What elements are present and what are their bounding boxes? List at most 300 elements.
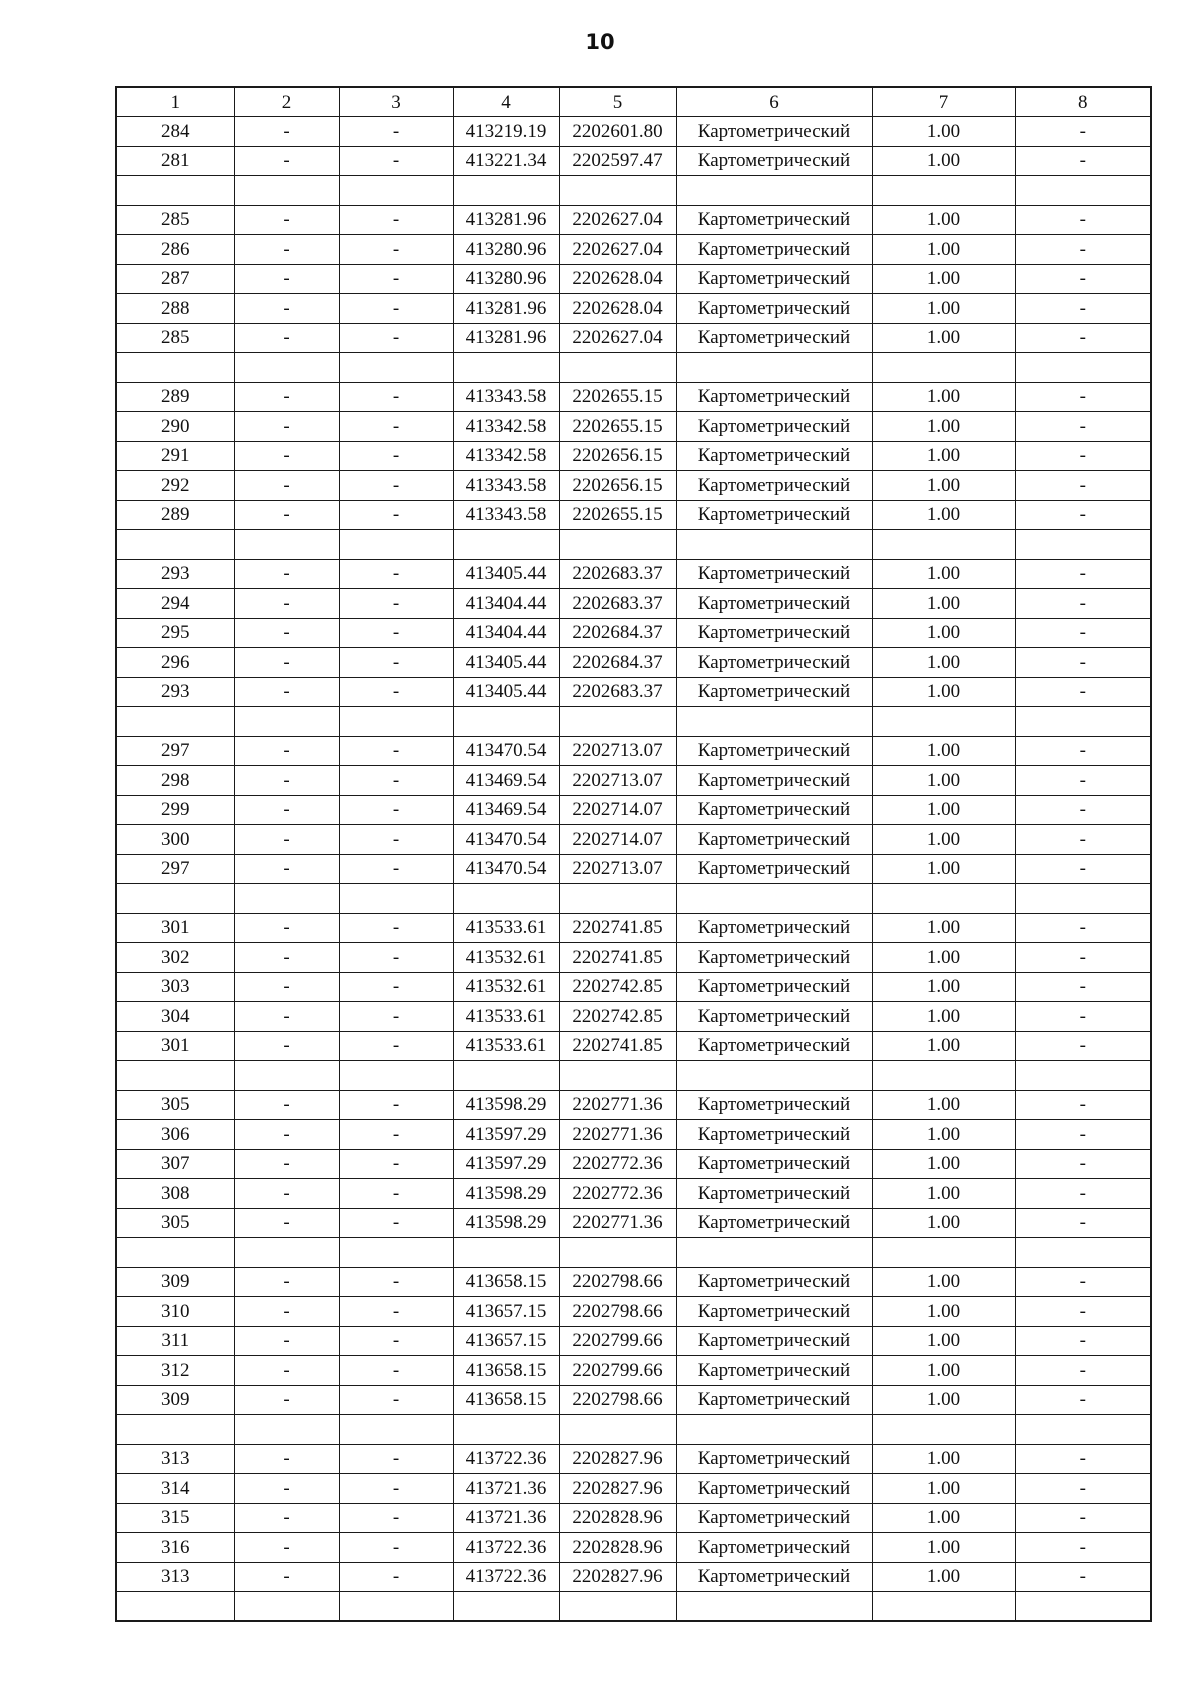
table-cell: - [1015, 441, 1151, 471]
table-cell [559, 1592, 676, 1622]
table-cell: 1.00 [872, 323, 1015, 353]
table-cell: - [234, 235, 339, 265]
table-cell: 1.00 [872, 1444, 1015, 1474]
table-cell [1015, 1592, 1151, 1622]
table-cell: 1.00 [872, 1474, 1015, 1504]
table-cell [1015, 1061, 1151, 1091]
table-row [116, 441, 1151, 471]
header-cell: 5 [559, 87, 676, 117]
table-cell: 285 [116, 323, 234, 353]
table-cell: 413470.54 [453, 854, 559, 884]
table-row [116, 1474, 1151, 1504]
table-cell: - [1015, 913, 1151, 943]
table-cell: - [1015, 500, 1151, 530]
table-cell [872, 1415, 1015, 1445]
table-cell: - [234, 1326, 339, 1356]
table-cell [453, 353, 559, 383]
table-cell: 2202683.37 [559, 589, 676, 619]
table-cell [1015, 1415, 1151, 1445]
table-row [116, 1267, 1151, 1297]
table-cell [676, 530, 872, 560]
table-cell: - [1015, 117, 1151, 147]
table-cell: 413722.36 [453, 1562, 559, 1592]
table-cell: - [1015, 205, 1151, 235]
table-cell: 1.00 [872, 648, 1015, 678]
table-row [116, 1090, 1151, 1120]
table-cell: 302 [116, 943, 234, 973]
table-cell [339, 884, 453, 914]
table-cell [559, 176, 676, 206]
table-cell: 1.00 [872, 1503, 1015, 1533]
table-cell: 413658.15 [453, 1385, 559, 1415]
table-cell [559, 1061, 676, 1091]
table-cell: 2202799.66 [559, 1356, 676, 1386]
table-row [116, 382, 1151, 412]
table-cell: - [339, 294, 453, 324]
table-cell: Картометрический [676, 795, 872, 825]
table-cell: Картометрический [676, 323, 872, 353]
table-cell: 1.00 [872, 235, 1015, 265]
table-cell: 304 [116, 1002, 234, 1032]
table-cell: 413598.29 [453, 1179, 559, 1209]
table-cell: 291 [116, 441, 234, 471]
table-cell: 2202741.85 [559, 943, 676, 973]
table-cell [453, 1061, 559, 1091]
table-cell: - [1015, 825, 1151, 855]
table-cell [116, 530, 234, 560]
table-cell: 2202627.04 [559, 235, 676, 265]
table-row [116, 353, 1151, 383]
table-row [116, 589, 1151, 619]
table-row [116, 412, 1151, 442]
table-cell: 2202684.37 [559, 648, 676, 678]
table-cell: 413470.54 [453, 736, 559, 766]
table-cell: - [339, 441, 453, 471]
table-cell: 2202713.07 [559, 854, 676, 884]
table-cell: - [234, 1385, 339, 1415]
table-cell [1015, 176, 1151, 206]
table-cell: 1.00 [872, 1385, 1015, 1415]
table-cell: Картометрический [676, 441, 872, 471]
table-cell: 2202828.96 [559, 1533, 676, 1563]
table-row [116, 559, 1151, 589]
table-cell: Картометрический [676, 736, 872, 766]
table-cell: - [339, 1267, 453, 1297]
table-cell: 1.00 [872, 117, 1015, 147]
table-cell: - [1015, 1002, 1151, 1032]
table-cell: - [234, 825, 339, 855]
table-cell: 2202827.96 [559, 1444, 676, 1474]
table-cell: 2202742.85 [559, 1002, 676, 1032]
table-cell: - [339, 1326, 453, 1356]
table-cell: 413281.96 [453, 323, 559, 353]
table-row [116, 500, 1151, 530]
table-cell: 1.00 [872, 1356, 1015, 1386]
table-cell [676, 353, 872, 383]
table-cell: 314 [116, 1474, 234, 1504]
table-cell: - [234, 471, 339, 501]
table-cell: - [234, 1503, 339, 1533]
table-cell: 2202655.15 [559, 412, 676, 442]
table-cell: Картометрический [676, 264, 872, 294]
table-cell: 1.00 [872, 1208, 1015, 1238]
table-cell: - [1015, 294, 1151, 324]
table-cell: 312 [116, 1356, 234, 1386]
table-cell [234, 1238, 339, 1268]
table-cell: Картометрический [676, 677, 872, 707]
table-cell: - [339, 205, 453, 235]
table-cell [559, 353, 676, 383]
table-cell: 413404.44 [453, 589, 559, 619]
table-cell [676, 176, 872, 206]
header-cell: 3 [339, 87, 453, 117]
table-cell: Картометрический [676, 1090, 872, 1120]
table-cell: - [1015, 1326, 1151, 1356]
table-cell: 413533.61 [453, 1031, 559, 1061]
table-cell: - [1015, 1503, 1151, 1533]
table-cell: - [1015, 1385, 1151, 1415]
table-row [116, 1533, 1151, 1563]
table-cell [234, 707, 339, 737]
table-cell: 1.00 [872, 412, 1015, 442]
header-cell: 2 [234, 87, 339, 117]
header-cell: 4 [453, 87, 559, 117]
table-cell: - [1015, 1120, 1151, 1150]
table-cell [559, 530, 676, 560]
table-row [116, 323, 1151, 353]
table-cell: 2202656.15 [559, 441, 676, 471]
table-cell: - [339, 264, 453, 294]
table-cell: Картометрический [676, 1031, 872, 1061]
table-row [116, 1002, 1151, 1032]
table-cell: - [339, 943, 453, 973]
table-cell [676, 1061, 872, 1091]
table-cell [676, 884, 872, 914]
table-cell: 305 [116, 1090, 234, 1120]
table-cell: - [234, 382, 339, 412]
table-cell: Картометрический [676, 1503, 872, 1533]
table-cell: 2202713.07 [559, 736, 676, 766]
table-cell: - [339, 1031, 453, 1061]
table-cell: Картометрический [676, 1179, 872, 1209]
header-cell: 7 [872, 87, 1015, 117]
table-cell: 2202798.66 [559, 1385, 676, 1415]
table-cell: 303 [116, 972, 234, 1002]
table-cell: 2202655.15 [559, 500, 676, 530]
table-cell [116, 353, 234, 383]
table-row [116, 1385, 1151, 1415]
table-row [116, 1238, 1151, 1268]
table-cell: - [339, 117, 453, 147]
table-cell: 296 [116, 648, 234, 678]
table-cell: - [234, 1444, 339, 1474]
table-cell: - [234, 1120, 339, 1150]
table-cell: - [339, 1503, 453, 1533]
table-row [116, 972, 1151, 1002]
table-cell: 308 [116, 1179, 234, 1209]
table-cell: 1.00 [872, 205, 1015, 235]
table-cell: Картометрический [676, 618, 872, 648]
table-cell: 413722.36 [453, 1444, 559, 1474]
table-row [116, 1503, 1151, 1533]
table-cell [872, 1061, 1015, 1091]
table-cell: 2202628.04 [559, 264, 676, 294]
table-cell: Картометрический [676, 1267, 872, 1297]
table-cell: - [1015, 795, 1151, 825]
table-cell: - [1015, 736, 1151, 766]
table-cell: 2202771.36 [559, 1120, 676, 1150]
table-cell: 294 [116, 589, 234, 619]
table-cell [453, 176, 559, 206]
table-cell: 313 [116, 1444, 234, 1474]
table-cell [234, 884, 339, 914]
table-cell: 301 [116, 1031, 234, 1061]
table-cell: 2202827.96 [559, 1474, 676, 1504]
page-number: 10 [585, 30, 615, 54]
table-cell [872, 530, 1015, 560]
table-cell: - [234, 1149, 339, 1179]
table-cell: Картометрический [676, 825, 872, 855]
table-cell: - [339, 589, 453, 619]
table-cell: - [339, 1120, 453, 1150]
table-cell: - [234, 294, 339, 324]
table-cell: - [339, 736, 453, 766]
table-cell: 413597.29 [453, 1149, 559, 1179]
table-cell: - [339, 1002, 453, 1032]
table-cell: - [339, 382, 453, 412]
table-cell [872, 707, 1015, 737]
table-cell: - [234, 441, 339, 471]
table-row [116, 264, 1151, 294]
table-cell: - [339, 1208, 453, 1238]
table-cell: 413405.44 [453, 677, 559, 707]
table-cell: - [1015, 1031, 1151, 1061]
table-cell [872, 884, 1015, 914]
table-cell: - [1015, 1533, 1151, 1563]
table-row [116, 1120, 1151, 1150]
table-row [116, 825, 1151, 855]
table-cell: - [1015, 1208, 1151, 1238]
table-cell: - [339, 766, 453, 796]
table-cell: Картометрический [676, 589, 872, 619]
table-cell: 298 [116, 766, 234, 796]
table-cell: - [1015, 1179, 1151, 1209]
table-cell: - [1015, 648, 1151, 678]
table-cell: - [234, 736, 339, 766]
header-cell: 6 [676, 87, 872, 117]
table-cell: 1.00 [872, 1297, 1015, 1327]
table-cell: 413405.44 [453, 648, 559, 678]
table-cell: - [234, 117, 339, 147]
table-cell [453, 1415, 559, 1445]
table-cell: 1.00 [872, 943, 1015, 973]
table-cell: - [339, 913, 453, 943]
table-cell: 2202597.47 [559, 146, 676, 176]
table-row [116, 795, 1151, 825]
table-cell: 413721.36 [453, 1474, 559, 1504]
table-cell: 413281.96 [453, 294, 559, 324]
table-cell: 2202798.66 [559, 1297, 676, 1327]
table-cell: - [234, 1090, 339, 1120]
table-cell: 313 [116, 1562, 234, 1592]
table-cell: 1.00 [872, 559, 1015, 589]
table-cell: - [1015, 146, 1151, 176]
table-cell: 1.00 [872, 1562, 1015, 1592]
table-cell: 1.00 [872, 441, 1015, 471]
table-cell [1015, 353, 1151, 383]
table-cell: - [234, 854, 339, 884]
table-cell: 1.00 [872, 1002, 1015, 1032]
table-cell: 1.00 [872, 618, 1015, 648]
table-cell [1015, 884, 1151, 914]
table-cell [234, 1592, 339, 1622]
table-cell: 413219.19 [453, 117, 559, 147]
table-cell: Картометрический [676, 1444, 872, 1474]
table-cell: 2202741.85 [559, 1031, 676, 1061]
table-cell: - [339, 1385, 453, 1415]
table-cell: 2202627.04 [559, 323, 676, 353]
table-cell: 413342.58 [453, 412, 559, 442]
table-cell: 285 [116, 205, 234, 235]
table-cell: - [1015, 1474, 1151, 1504]
table-cell: - [234, 205, 339, 235]
table-row [116, 1444, 1151, 1474]
table-cell: 413658.15 [453, 1356, 559, 1386]
table-cell: 1.00 [872, 382, 1015, 412]
table-cell: - [1015, 766, 1151, 796]
table-cell [339, 1238, 453, 1268]
table-cell: Картометрический [676, 1120, 872, 1150]
table-cell: 2202656.15 [559, 471, 676, 501]
table-cell: 2202772.36 [559, 1179, 676, 1209]
table-cell: 1.00 [872, 1031, 1015, 1061]
table-row [116, 913, 1151, 943]
table-cell: - [339, 825, 453, 855]
table-cell [453, 1592, 559, 1622]
table-cell: 1.00 [872, 1179, 1015, 1209]
header-row [116, 87, 1151, 117]
table-cell [234, 1415, 339, 1445]
table-cell: Картометрический [676, 1474, 872, 1504]
table-cell: - [339, 1149, 453, 1179]
table-row [116, 235, 1151, 265]
table-cell: 2202771.36 [559, 1090, 676, 1120]
table-row [116, 1179, 1151, 1209]
table-cell: 413532.61 [453, 972, 559, 1002]
table-cell: 301 [116, 913, 234, 943]
table-cell: 413280.96 [453, 264, 559, 294]
table-row [116, 1297, 1151, 1327]
table-cell: 2202714.07 [559, 825, 676, 855]
table-cell: - [234, 1002, 339, 1032]
table-cell: 2202655.15 [559, 382, 676, 412]
table-cell: 2202714.07 [559, 795, 676, 825]
table-cell: 1.00 [872, 589, 1015, 619]
table-cell: - [234, 1356, 339, 1386]
table-row [116, 530, 1151, 560]
table-cell: 2202772.36 [559, 1149, 676, 1179]
table-cell: - [339, 854, 453, 884]
table-cell: - [234, 1533, 339, 1563]
table-row [116, 707, 1151, 737]
table-cell: - [339, 235, 453, 265]
table-cell: - [1015, 589, 1151, 619]
table-row [116, 1356, 1151, 1386]
table-cell: 2202683.37 [559, 559, 676, 589]
table-cell: Картометрический [676, 471, 872, 501]
table-cell: 1.00 [872, 972, 1015, 1002]
table-cell: - [234, 1562, 339, 1592]
table-row [116, 471, 1151, 501]
table-cell [676, 707, 872, 737]
table-cell: 1.00 [872, 1533, 1015, 1563]
table-cell: 309 [116, 1267, 234, 1297]
table-cell [676, 1415, 872, 1445]
table-cell: - [339, 1562, 453, 1592]
table-cell: 413342.58 [453, 441, 559, 471]
table-cell: Картометрический [676, 648, 872, 678]
table-cell: Картометрический [676, 559, 872, 589]
table-cell: 311 [116, 1326, 234, 1356]
table-cell: - [1015, 412, 1151, 442]
table-cell: 2202683.37 [559, 677, 676, 707]
table-row [116, 618, 1151, 648]
table-cell: 2202798.66 [559, 1267, 676, 1297]
table-cell: 2202601.80 [559, 117, 676, 147]
table-cell: - [1015, 854, 1151, 884]
table-cell: 315 [116, 1503, 234, 1533]
table-cell: 413533.61 [453, 1002, 559, 1032]
table-cell: 1.00 [872, 1149, 1015, 1179]
table-cell [872, 176, 1015, 206]
table-cell: 297 [116, 736, 234, 766]
table-row [116, 766, 1151, 796]
table-cell: - [339, 795, 453, 825]
table-cell: 413597.29 [453, 1120, 559, 1150]
table-cell: Картометрический [676, 1385, 872, 1415]
table-cell: - [234, 677, 339, 707]
table-cell: 413658.15 [453, 1267, 559, 1297]
table-cell: - [1015, 264, 1151, 294]
table-cell: - [234, 766, 339, 796]
table-cell: 292 [116, 471, 234, 501]
table-cell [453, 1238, 559, 1268]
table-cell: 1.00 [872, 854, 1015, 884]
table-row [116, 677, 1151, 707]
table-cell [872, 353, 1015, 383]
table-cell: Картометрический [676, 1297, 872, 1327]
table-cell: 413657.15 [453, 1326, 559, 1356]
table-cell: 305 [116, 1208, 234, 1238]
table-cell: - [234, 323, 339, 353]
table-cell [559, 1238, 676, 1268]
table-cell [234, 176, 339, 206]
table-cell: Картометрический [676, 972, 872, 1002]
table-cell: Картометрический [676, 235, 872, 265]
table-row [116, 648, 1151, 678]
table-cell: 2202628.04 [559, 294, 676, 324]
table-cell: - [234, 913, 339, 943]
table-body [116, 117, 1151, 1622]
table-cell: - [339, 1179, 453, 1209]
table-cell [676, 1592, 872, 1622]
header-cell: 8 [1015, 87, 1151, 117]
table-row [116, 1592, 1151, 1622]
table-cell: 295 [116, 618, 234, 648]
table-cell: 306 [116, 1120, 234, 1150]
table-cell: - [234, 972, 339, 1002]
table-cell: - [1015, 943, 1151, 973]
